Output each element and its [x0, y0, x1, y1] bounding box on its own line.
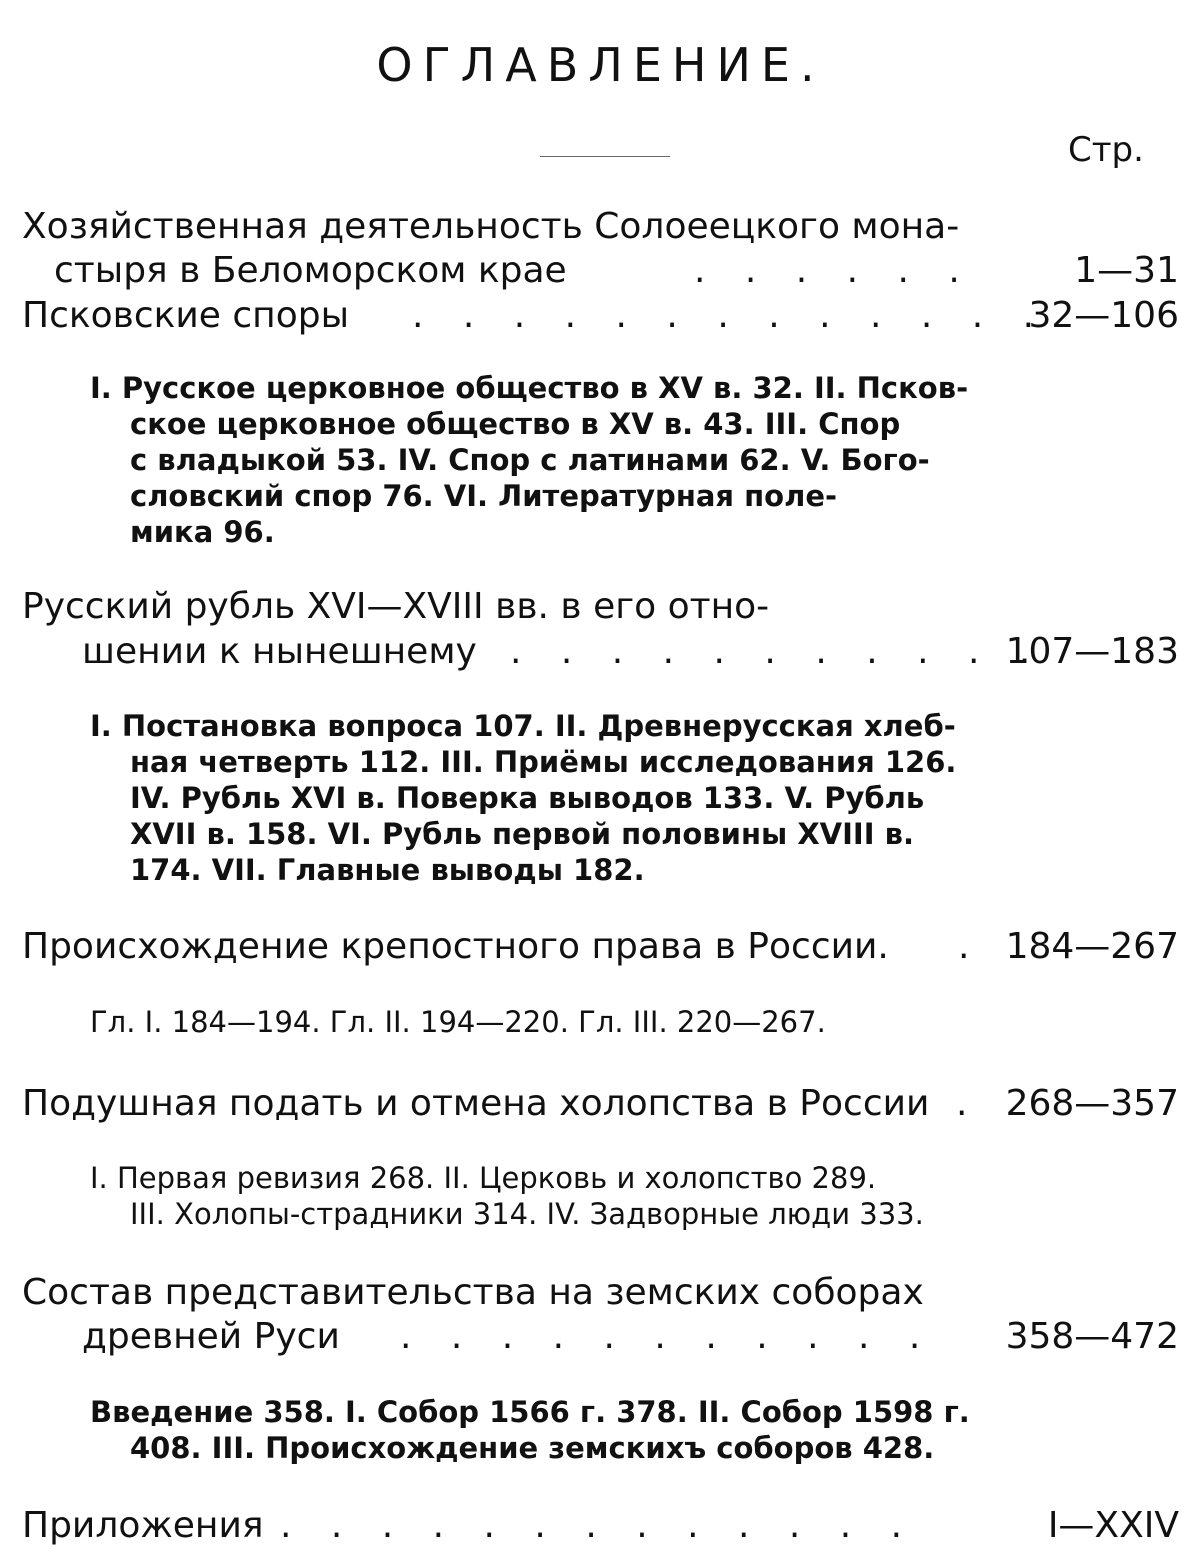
entry-3-leader: . . . . . . . . . . . — [510, 631, 1045, 672]
entry-7-line-1: Приложения — [22, 1505, 264, 1546]
entry-2-sub-2: ское церковное общество в XV в. 43. III. Спор — [130, 407, 901, 441]
entry-2-sub-3: с владыкой 53. IV. Спор с латинами 62. V. Бого- — [130, 443, 930, 477]
entry-4-leader: . — [958, 926, 984, 967]
entry-3-sub-4: XVII в. 158. VI. Рубль первой половины XVIII в. — [130, 817, 914, 851]
entry-3-sub-2: ная четверть 112. III. Приёмы исследования 126. — [130, 745, 957, 779]
page-title: ОГЛАВЛЕНИЕ. — [376, 38, 825, 92]
entry-2-sub-1: I. Русское церковное общество в XV в. 32. II. Псков- — [90, 371, 969, 405]
entry-6-line-1: Состав представительства на земских соборах — [22, 1272, 924, 1313]
entry-2-leader: . . . . . . . . . . . . . — [412, 295, 1049, 336]
entry-3-sub-3: IV. Рубль XVI в. Поверка выводов 133. V. Рубль — [130, 781, 925, 815]
entry-6-sub-2: 408. III. Происхождение земскихъ соборов 428. — [130, 1431, 935, 1465]
entry-4-line-1: Происхождение крепостного права в России. — [22, 926, 889, 967]
entry-1-line-1: Хозяйственная деятельность Солоеецкого мона- — [22, 206, 960, 247]
entry-7-pages: I—XXIV — [1047, 1505, 1179, 1546]
entry-7-leader: . . . . . . . . . . . . . — [280, 1505, 917, 1546]
entry-1-pages: 1—31 — [1074, 250, 1179, 291]
entry-3-line-1: Русский рубль XVI—XVIII вв. в его отно- — [22, 586, 770, 627]
entry-5-sub-2: III. Холопы-страдники 314. IV. Задворные люди 333. — [130, 1197, 924, 1231]
entry-4-sub-1: Гл. I. 184—194. Гл. II. 194—220. Гл. III. 220—267. — [90, 1005, 826, 1039]
entry-3-sub-5: 174. VII. Главные выводы 182. — [130, 853, 645, 887]
entry-2-sub-4: словский спор 76. VI. Литературная поле- — [130, 479, 838, 513]
title-rule — [540, 156, 670, 157]
entry-5-line-1: Подушная подать и отмена холопства в России — [22, 1083, 930, 1124]
entry-6-sub-1: Введение 358. I. Собор 1566 г. 378. II. Собор 1598 г. — [90, 1395, 970, 1429]
entry-2-sub-5: мика 96. — [130, 515, 275, 549]
entry-6-pages: 358—472 — [1005, 1316, 1179, 1357]
entry-6-leader: . . . . . . . . . . . — [400, 1316, 935, 1357]
entry-2-pages: 32—106 — [1028, 295, 1179, 336]
entry-5-leader: . — [956, 1083, 982, 1124]
entry-4-pages: 184—267 — [1005, 926, 1179, 967]
entry-1-line-2: стыря в Беломорском крае — [54, 250, 567, 291]
entry-6-line-2: древней Руси — [82, 1316, 340, 1357]
entry-1-leader: . . . . . . — [694, 250, 974, 291]
entry-5-sub-1: I. Первая ревизия 268. II. Церковь и холопство 289. — [90, 1161, 877, 1195]
page-column-label: Стр. — [1068, 130, 1144, 170]
entry-5-pages: 268—357 — [1005, 1083, 1179, 1124]
entry-3-pages: 107—183 — [1005, 631, 1179, 672]
entry-3-line-2: шении к нынешнему — [82, 631, 477, 672]
entry-3-sub-1: I. Постановка вопроса 107. II. Древнерусская хлеб- — [90, 709, 956, 743]
entry-2-line-1: Псковские споры — [22, 295, 350, 336]
